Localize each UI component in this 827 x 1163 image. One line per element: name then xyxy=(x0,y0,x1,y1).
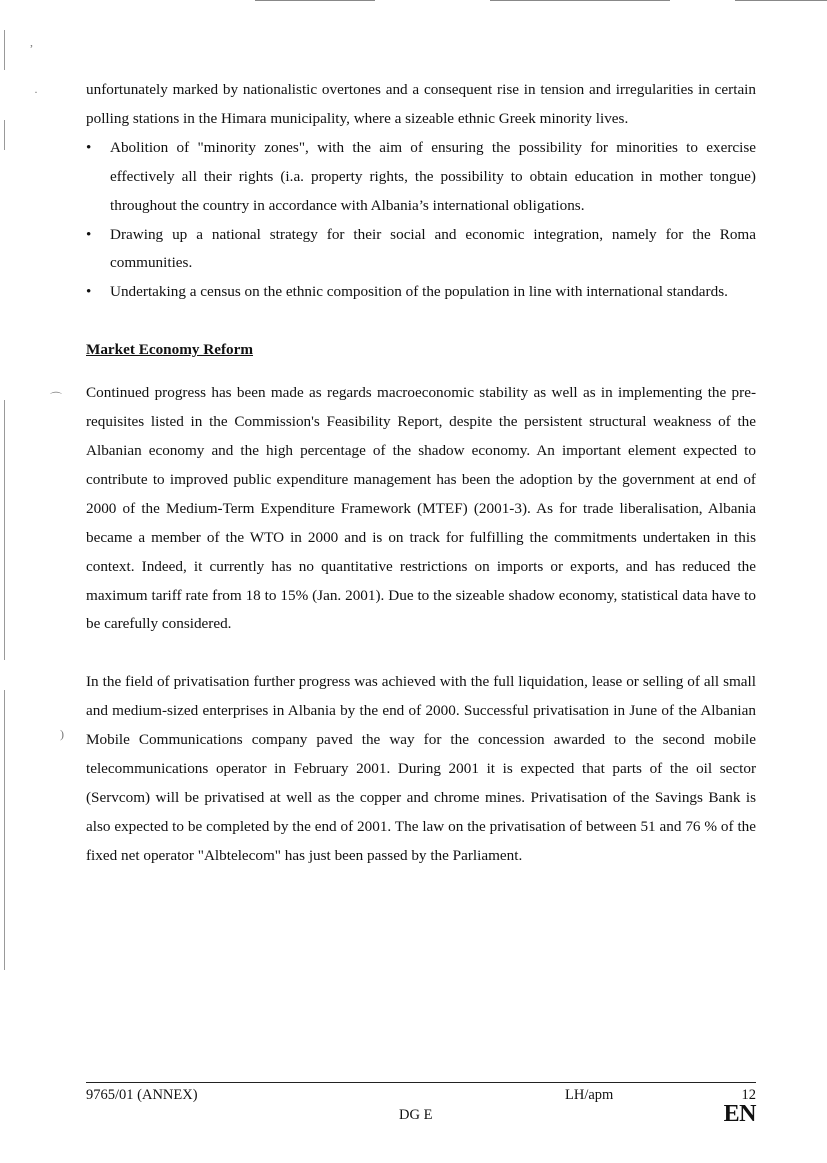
scan-artifact-mark-1: , xyxy=(30,35,33,49)
list-item xyxy=(86,278,756,307)
footer-divider xyxy=(86,1082,756,1083)
scan-artifact-mark-2: · xyxy=(34,85,38,99)
section-heading: Market Economy Reform xyxy=(86,341,254,359)
list-item-text: Undertaking a census on the ethnic composition of the population in line with international standards. xyxy=(110,283,728,301)
scan-artifact-mark-3: ⌒ xyxy=(50,391,63,405)
bullet-icon: • xyxy=(86,225,92,243)
bullet-icon: • xyxy=(86,283,92,301)
list-item xyxy=(86,221,756,279)
intro-paragraph: unfortunately marked by nationalistic overtones and a consequent rise in tension and irregularities in certain polling stations in the Himara municipality, where a sizeable ethnic Greek minority lives. xyxy=(86,81,756,127)
scan-artifact-left-4 xyxy=(4,690,5,970)
list-item-text: Drawing up a national strategy for their social and economic integration, namely for the Roma communities. xyxy=(110,225,756,272)
document-reference: 9765/01 (ANNEX) xyxy=(86,1087,198,1103)
language-code: EN xyxy=(723,1101,756,1127)
bullet-icon: • xyxy=(86,138,92,156)
scan-artifact-left-1 xyxy=(4,30,5,70)
minority-measures-list xyxy=(86,134,756,307)
scan-artifact-top-1 xyxy=(255,0,375,1)
scan-artifact-left-2 xyxy=(4,120,5,150)
scan-artifact-mark-4: ) xyxy=(60,727,64,741)
list-item xyxy=(86,134,756,221)
scan-artifact-left-3 xyxy=(4,400,5,660)
macroeconomic-paragraph: Continued progress has been made as regards macroeconomic stability as well as in implementing the pre-requisites listed in the Commission's Feasibility Report, despite the persistent structural weakness of the Albanian economy and the high percentage of the shadow economy. An important element expected to contribute to improved public expenditure management has been the adoption by the government at end of 2000 of the Medium-Term Expenditure Framework (MTEF) (2001-3). As for trade liberalisation, Albania became a member of the WTO in 2000 and is on track for fulfilling the commitments undertaken in this context. Indeed, it currently has no quantitative restrictions on imports or exports, and has reduced the maximum tariff rate from 18 to 15% (Jan. 2001). Due to the sizeable shadow economy, statistical data have to be carefully considered. xyxy=(86,384,756,633)
list-item-text: Abolition of "minority zones", with the aim of ensuring the possibility for minorities to exercise effectively all their rights (i.a. property rights, the possibility to obtain education in mother tongue) throughout the country in accordance with Albania’s international obligations. xyxy=(110,138,756,214)
page-number: 12 xyxy=(741,1087,756,1103)
scan-artifact-top-2 xyxy=(490,0,670,1)
department-code: DG E xyxy=(399,1107,433,1123)
privatisation-paragraph: In the field of privatisation further progress was achieved with the full liquidation, lease or selling of all small and medium-sized enterprises in Albania by the end of 2000. Successful privatisation in June of the Albanian Mobile Communications company paved the way for the concession awarded to the second mobile telecommunications operator in February 2001. During 2001 it is expected that parts of the oil sector (Servcom) will be privatised at well as the copper and chrome mines. Privatisation of the Savings Bank is also expected to be completed by the end of 2001. The law on the privatisation of between 51 and 76 % of the fixed net operator "Albtelecom" has just been passed by the Parliament. xyxy=(86,673,756,864)
author-reference: LH/apm xyxy=(565,1087,614,1103)
document-body xyxy=(86,76,756,871)
scan-artifact-top-3 xyxy=(735,0,827,1)
